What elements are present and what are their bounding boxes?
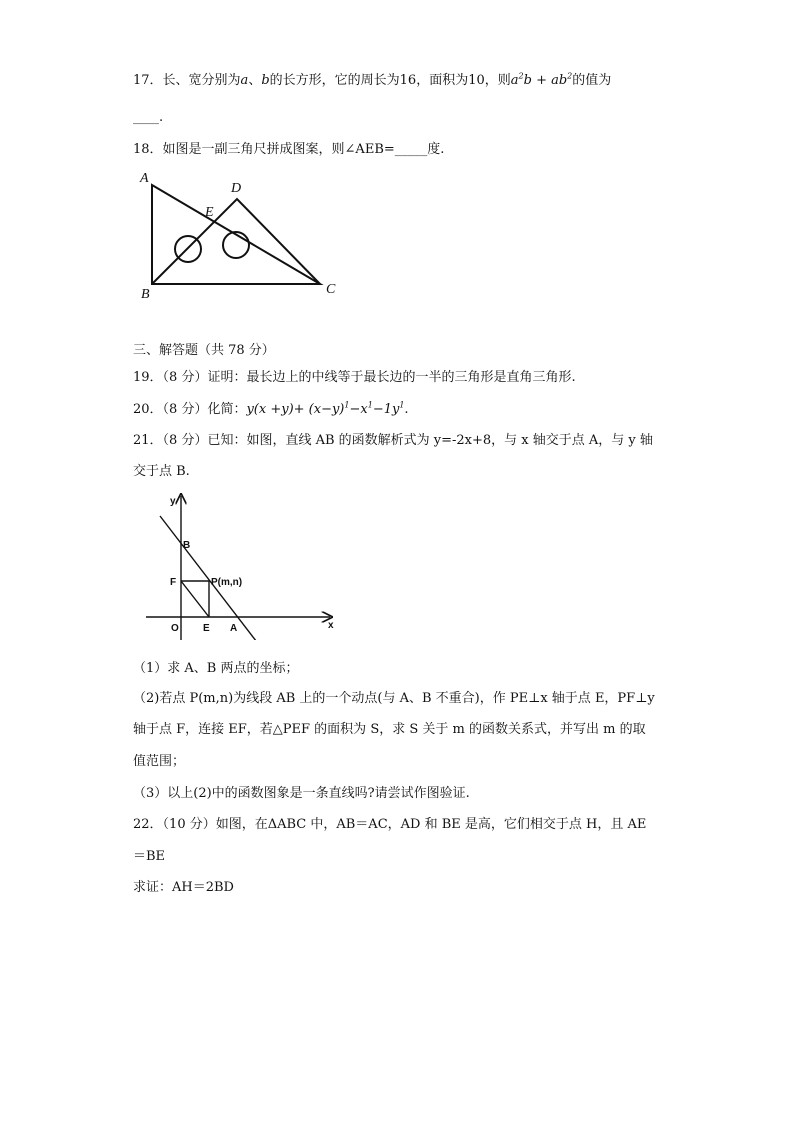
q18-triangle-figure (133, 165, 353, 305)
q17-sep: 、 (248, 73, 262, 88)
q17-expr: $a^2b + ab^2$ (510, 71, 573, 88)
q21-part3: （3）以上(2)中的函数图象是一条直线吗?请尝试作图验证. (133, 786, 470, 801)
label-D: D (231, 181, 242, 196)
q21-part1: （1）求 A、B 两点的坐标； (133, 661, 299, 676)
label-A: A (140, 171, 149, 186)
label-y: y (170, 496, 176, 507)
q21-part2-line1: （2)若点 P(m,n)为线段 AB 上的一个动点(与 A、B 不重合)，作 PE⊥x 轴于点 E，PF⊥y (133, 691, 655, 706)
q19-text: 19．（8 分）证明：最长边上的中线等于最长边的一半的三角形是直角三角形. (133, 370, 576, 385)
segment-ef (181, 581, 209, 617)
label-E: E (205, 205, 214, 220)
label-B: B (183, 540, 191, 551)
q22-line2: ＝BE (133, 849, 166, 864)
hole-right (223, 232, 249, 258)
label-B: B (141, 287, 150, 302)
label-F: F (170, 577, 177, 588)
q21-coordinate-figure (140, 490, 350, 640)
q17-prefix: 17．长、宽分别为 (133, 73, 241, 88)
label-x: x (328, 620, 334, 631)
q17-mid: 的长方形，它的周长为16，面积为10，则 (269, 73, 511, 88)
label-P: P(m,n) (211, 577, 243, 588)
q18-text: 18．如图是一副三角尺拼成图案，则∠AEB=_____度. (133, 142, 445, 157)
q21-part2-line3: 值范围； (133, 754, 186, 769)
section3-title: 三、解答题（共 78 分） (133, 343, 275, 358)
q20-prefix: 20．（8 分）化简： (133, 402, 247, 417)
q22-line3: 求证：AH＝2BD (133, 880, 234, 895)
label-E: E (203, 623, 210, 634)
q17-var-a: a (240, 73, 249, 88)
q20-line: 20．（8 分）化简：$y(x +y)+ (x-y)^1-x^1-1y^1$. (133, 400, 409, 417)
q17-var-b: b (261, 73, 270, 88)
label-O: O (171, 623, 179, 634)
q21-part2-line2: 轴于点 F，连接 EF，若△PEF 的面积为 S，求 S 关于 m 的函数关系式，并写出 m 的取 (133, 722, 646, 737)
q17-line2: ____. (133, 110, 164, 125)
q20-expr: $y(x +y)+ (x-y)^1-x^1-1y^1$ (246, 400, 405, 417)
q17-line1 (133, 73, 611, 89)
q21-line2: 交于点 B. (133, 464, 190, 479)
q21-line1: 21．（8 分）已知：如图，直线 AB 的函数解析式为 y=-2x+8，与 x 轴交于点 A，与 y 轴 (133, 433, 653, 448)
label-A: A (230, 623, 238, 634)
label-C: C (326, 282, 336, 297)
q22-line1: 22．（10 分）如图，在ΔABC 中，AB＝AC，AD 和 BE 是高，它们相交于点 H，且 AE (133, 817, 647, 832)
q17-suffix: 的值为 (572, 73, 612, 88)
